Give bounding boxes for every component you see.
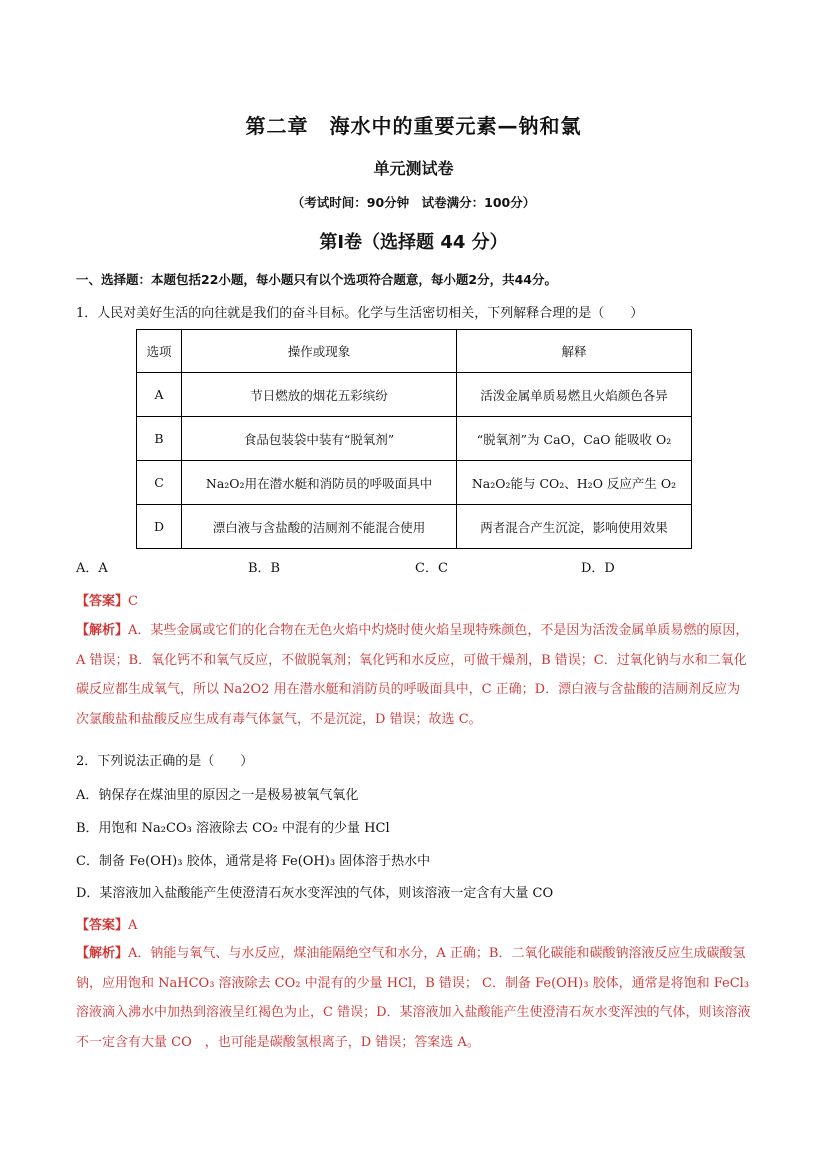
question-2-option-a: A．钠保存在煤油里的原因之一是极易被氧气氧化 (76, 788, 359, 803)
table-row (137, 373, 692, 417)
question-1-analysis (76, 616, 752, 734)
table-cell: C (137, 461, 182, 505)
answer-label: 【答案】 (76, 918, 129, 933)
choice-c: C．C (415, 561, 448, 576)
page-subtitle: 单元测试卷 (373, 159, 454, 178)
table-cell: 两者混合产生沉淀，影响使用效果 (457, 505, 692, 549)
table-cell: D (137, 505, 182, 549)
answer-label: 【答案】 (76, 594, 129, 609)
question-2-answer (76, 914, 137, 933)
question-1-table (136, 329, 692, 549)
answer-value: C (128, 594, 138, 609)
table-cell: 食品包装袋中装有“脱氧剂” (182, 417, 457, 461)
section-title: 第Ⅰ卷（选择题 44 分） (319, 232, 508, 253)
exam-info: （考试时间：90分钟 试卷满分：100分） (291, 195, 536, 210)
analysis-label: 【解析】 (76, 623, 129, 638)
table-cell: 活泼金属单质易燃且火焰颜色各异 (457, 373, 692, 417)
question-1-choices (76, 557, 756, 575)
table-row (137, 461, 692, 505)
table-header-cell: 解释 (457, 330, 692, 373)
choice-a: A．A (76, 561, 108, 576)
question-2-option-b: B．用饱和 Na₂CO₃ 溶液除去 CO₂ 中混有的少量 HCl (76, 821, 390, 836)
table-header-cell: 选项 (137, 330, 182, 373)
question-2-stem: 2．下列说法正确的是（ ） (76, 754, 254, 769)
analysis-text: A．某些金属或它们的化合物在无色火焰中灼烧时使火焰呈现特殊颜色，不是因为活泼金属单质易燃的原因，A 错误；B．氧化钙不和氧气反应，不做脱氧剂；氧化钙和水反应，可做干燥剂，B 错误；C．过氧化钠与水和二氧化碳反应都生成氧气，所以 Na2O2 用在潜水艇和消防员的呼吸面具中，C 正确；D．漂白液与含盐酸的洁厕剂反应为次氯酸盐和盐酸反应生成有毒气体氯气，不是沉淀，D 错误；故选 C。 (76, 623, 749, 727)
table-cell: B (137, 417, 182, 461)
table-cell: “脱氧剂”为 CaO，CaO 能吸收 O₂ (457, 417, 692, 461)
section-instruction: 一、选择题：本题包括22小题，每小题只有以个选项符合题意，每小题2分，共44分。 (76, 272, 557, 287)
table-cell: Na₂O₂用在潜水艇和消防员的呼吸面具中 (182, 461, 457, 505)
table-cell: 漂白液与含盐酸的洁厕剂不能混合使用 (182, 505, 457, 549)
question-2-option-c: C．制备 Fe(OH)₃ 胶体，通常是将 Fe(OH)₃ 固体溶于热水中 (76, 854, 431, 869)
table-cell: 节日燃放的烟花五彩缤纷 (182, 373, 457, 417)
question-2-analysis (76, 939, 752, 1057)
table-row (137, 505, 692, 549)
choice-b: B．B (248, 561, 281, 576)
answer-value: A (128, 918, 138, 933)
page-title: 第二章 海水中的重要元素—钠和氯 (245, 114, 582, 138)
table-row (137, 417, 692, 461)
question-1-stem: 1．人民对美好生活的向往就是我们的奋斗目标。化学与生活密切相关，下列解释合理的是（ ） (76, 306, 644, 321)
analysis-label: 【解析】 (76, 946, 129, 961)
table-cell: Na₂O₂能与 CO₂、H₂O 反应产生 O₂ (457, 461, 692, 505)
table-header-row (137, 330, 692, 373)
table-cell: A (137, 373, 182, 417)
analysis-text: A．钠能与氧气、与水反应，煤油能隔绝空气和水分，A 正确；B．二氧化碳能和碳酸钠溶液反应生成碳酸氢钠，应用饱和 NaHCO₃ 溶液除去 CO₂ 中混有的少量 HCl，B 错误； C．制备 Fe(OH)₃ 胶体，通常是将饱和 FeCl₃ 溶液滴入沸水中加热到溶液呈红褐色为止，C 错误；D．某溶液加入盐酸能产生使澄清石灰水变浑浊的气体，则该溶液不一定含有大量 CO ，也可能是碳酸氢根离子，D 错误；答案选 A。 (76, 946, 751, 1050)
question-2-option-d: D．某溶液加入盐酸能产生使澄清石灰水变浑浊的气体，则该溶液一定含有大量 CO (76, 886, 554, 901)
question-1-answer (76, 590, 138, 609)
table-header-cell: 操作或现象 (182, 330, 457, 373)
choice-d: D．D (581, 561, 615, 576)
